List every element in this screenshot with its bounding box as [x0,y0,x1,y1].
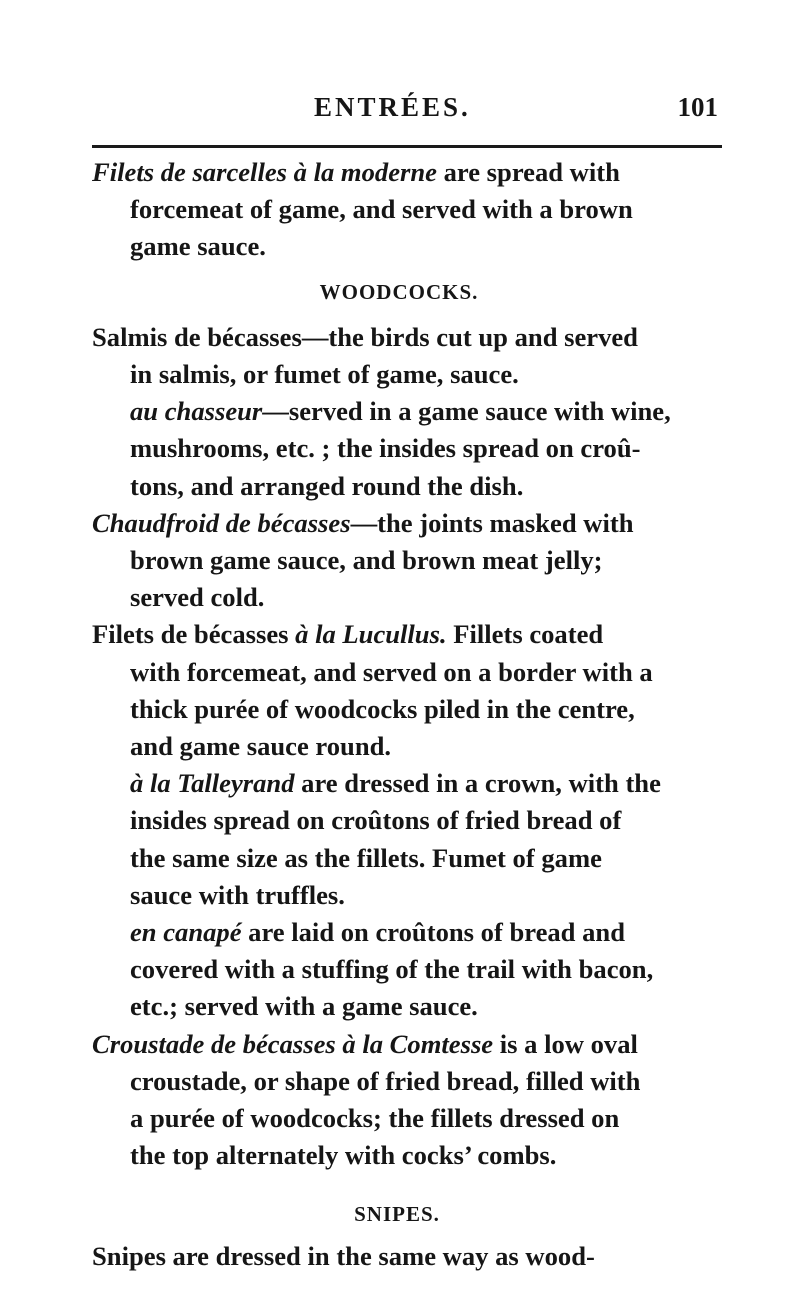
running-head [0,92,800,132]
chaudfroid-paragraph [92,505,742,617]
canape-lead: en canapé [130,917,242,948]
chaudfroid-body: —the joints masked with brown game sauce, and brown meat jelly; served cold. [130,507,634,613]
salmis-paragraph [92,319,742,393]
croustade-body: is a low oval croustade, or shape of fried bread, filled with a purée of woodcocks; the fillets dressed on the top alternately with cocks’ combs. [130,1028,641,1171]
croustade-paragraph [92,1026,742,1175]
snipes-heading: SNIPES. [354,1202,440,1227]
lucullus-lead-plain: Filets de bécasses [92,619,296,650]
intro-paragraph [92,154,742,266]
woodcocks-heading: WOODCOCKS. [319,279,479,304]
lucullus-paragraph [92,616,742,765]
chasseur-body: —served in a game sauce with wine, mushrooms, etc. ; the insides spread on croû- tons, and arranged round the dish. [130,396,671,501]
chasseur-paragraph [92,393,742,505]
lucullus-lead-italic: à la Lucullus. [295,619,447,650]
intro-body: are spread with forcemeat of game, and served with a brown game sauce. [130,157,633,262]
page-number: 101 [677,92,718,122]
section-title: ENTRÉES. [314,92,471,122]
salmis-body: —the birds cut up and served in salmis, or fumet of game, sauce. [130,321,638,390]
canape-paragraph [92,914,742,1026]
chaudfroid-lead: Chaudfroid de bécasses [92,507,351,538]
croustade-lead: Croustade de bécasses à la Comtesse [92,1028,494,1059]
snipes-paragraph: Snipes are dressed in the same way as wood- [92,1240,595,1271]
salmis-lead: Salmis de bécasses [92,321,302,352]
page-body [92,148,742,1275]
chasseur-lead: au chasseur [130,396,263,427]
talleyrand-lead: à la Talleyrand [130,768,295,799]
canape-body: are laid on croûtons of bread and covered with a stuffing of the trail with bacon, etc.; served with a game sauce. [130,917,654,1022]
lucullus-body: Fillets coated with forcemeat, and served on a border with a thick purée of woodcocks piled in the centre, and game sauce round. [130,619,653,762]
intro-lead: Filets de sarcelles à la moderne [92,157,437,187]
talleyrand-body: are dressed in a crown, with the insides spread on croûtons of fried bread of the same size as the fillets. Fumet of game sauce with truffles. [130,768,661,910]
talleyrand-paragraph [92,765,742,914]
